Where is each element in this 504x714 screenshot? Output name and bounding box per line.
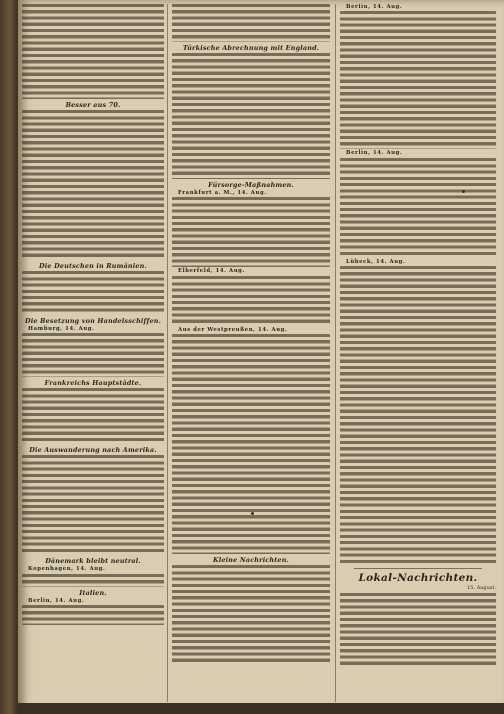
section-divider bbox=[354, 568, 482, 569]
article-text bbox=[22, 110, 164, 260]
article-text bbox=[340, 266, 496, 566]
column-rule bbox=[335, 4, 336, 702]
article-text bbox=[22, 455, 164, 555]
article-text bbox=[172, 276, 330, 326]
article-text bbox=[22, 333, 164, 377]
article-text bbox=[172, 334, 330, 554]
article-text bbox=[22, 605, 164, 625]
article-heading: Türkische Abrechnung mit England. bbox=[182, 44, 320, 52]
ink-spot bbox=[251, 512, 254, 515]
page-bottom-edge bbox=[18, 703, 504, 714]
dateline: Aus der Westpreußen, 14. Aug. bbox=[178, 326, 288, 333]
article-text bbox=[340, 158, 496, 258]
dateline: Lübeck, 14. Aug. bbox=[346, 258, 406, 265]
dateline: Frankfurt a. M., 14. Aug. bbox=[178, 190, 267, 196]
column-rule bbox=[167, 4, 168, 702]
article-text bbox=[22, 574, 164, 587]
article-heading: Dänemark bleibt neutral. bbox=[45, 557, 141, 566]
book-binding bbox=[0, 0, 18, 714]
article-text bbox=[172, 4, 330, 42]
article-heading: Die Auswanderung nach Amerika. bbox=[29, 446, 157, 455]
dateline: Hamburg, 14. Aug. bbox=[28, 326, 95, 332]
article-heading: Kleine Nachrichten. bbox=[213, 555, 289, 564]
article-heading: Fürsorge-Maßnahmen. bbox=[208, 181, 294, 189]
dateline: Elberfeld, 14. Aug. bbox=[178, 268, 245, 275]
article-heading: Frankreichs Hauptstädte. bbox=[44, 379, 142, 388]
article-text bbox=[340, 11, 496, 149]
dateline: Berlin, 14. Aug. bbox=[28, 597, 85, 604]
dateline: Berlin, 14. Aug. bbox=[346, 150, 403, 157]
column-3 bbox=[340, 4, 496, 702]
column-1 bbox=[22, 4, 164, 702]
article-text bbox=[22, 271, 164, 315]
ink-spot bbox=[462, 190, 465, 193]
dateline: Kopenhagen, 14. Aug. bbox=[28, 566, 106, 573]
article-text bbox=[22, 388, 164, 444]
dateline: Berlin, 14. Aug. bbox=[346, 4, 403, 10]
section-heading: Lokal-Nachrichten. bbox=[358, 571, 478, 584]
column-2 bbox=[172, 4, 330, 702]
article-heading: Italien. bbox=[79, 588, 107, 597]
section-date: 15. August. bbox=[467, 584, 496, 591]
article-heading: Die Besetzung von Handelsschiffen. bbox=[25, 317, 161, 325]
article-text bbox=[340, 593, 496, 668]
article-text bbox=[172, 565, 330, 665]
article-text bbox=[172, 53, 330, 179]
article-heading: Die Deutschen in Rumänien. bbox=[39, 262, 147, 270]
article-text bbox=[22, 4, 164, 99]
article-heading: Besser aus 70. bbox=[65, 101, 121, 109]
article-text bbox=[172, 197, 330, 267]
